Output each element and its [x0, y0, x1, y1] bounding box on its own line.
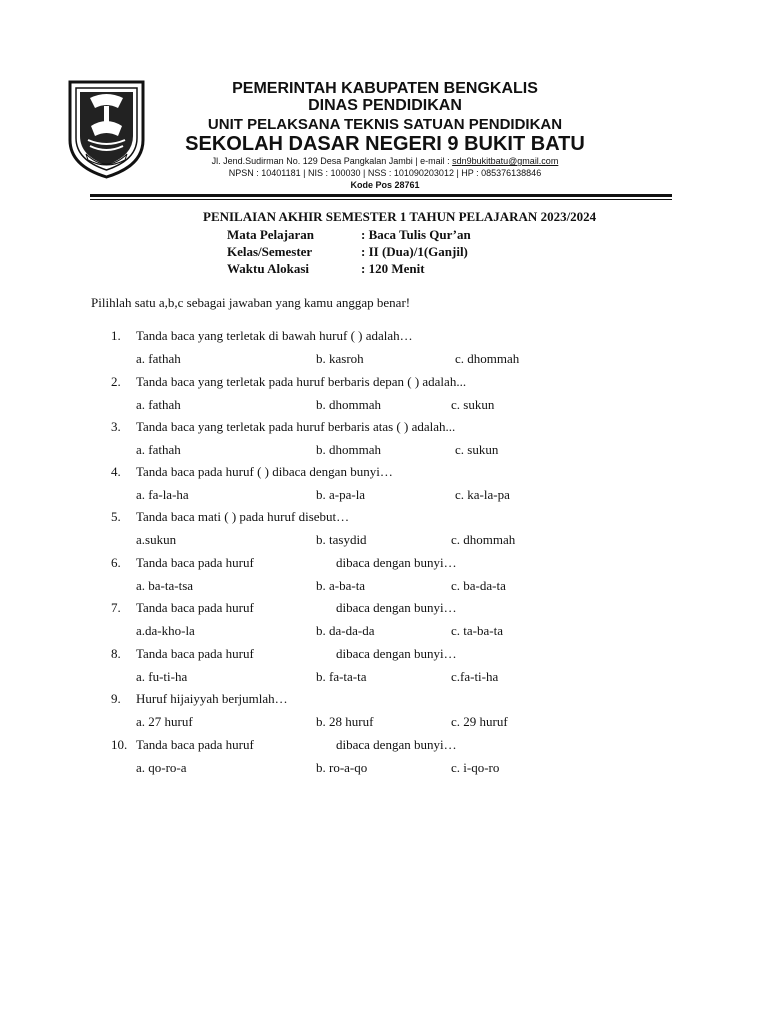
question-number: 2.: [111, 374, 121, 389]
question-text: Tanda baca mati ( ) pada huruf disebut…: [136, 509, 350, 524]
option-c: c. sukun: [451, 397, 495, 412]
header-unit: UNIT PELAKSANA TEKNIS SATUAN PENDIDIKAN: [207, 116, 563, 133]
question-number: 4.: [111, 464, 121, 479]
time-label: Waktu Alokasi: [227, 261, 310, 276]
question-number: 9.: [111, 691, 121, 706]
time-value: : 120 Menit: [361, 261, 425, 276]
email-link[interactable]: sdn9bukitbatu@gmail.com: [452, 156, 559, 166]
subject-label: Mata Pelajaran: [227, 227, 315, 242]
option-a: a. fathah: [136, 351, 181, 366]
question-number: 3.: [111, 419, 121, 434]
instruction: Pilihlah satu a,b,c sebagai jawaban yang kamu anggap benar!: [91, 295, 411, 310]
option-c: c.fa-ti-ha: [451, 669, 499, 684]
option-a: a.sukun: [136, 532, 177, 547]
question-number: 10.: [111, 737, 128, 752]
option-c: c. dhommah: [451, 532, 516, 547]
option-b: b. a-ba-ta: [316, 578, 366, 593]
bengkalis-crest-logo: [66, 78, 147, 179]
question-number: 7.: [111, 600, 121, 615]
option-b: b. tasydid: [316, 532, 367, 547]
option-b: b. a-pa-la: [316, 487, 366, 502]
option-a: a. qo-ro-a: [136, 760, 187, 775]
option-b: b. fa-ta-ta: [316, 669, 367, 684]
option-a: a. 27 huruf: [136, 714, 193, 729]
question-text: Tanda baca yang terletak pada huruf berbaris atas ( ) adalah...: [136, 419, 456, 434]
question-text: Tanda baca pada huruf: [136, 737, 254, 752]
question-text-suffix: dibaca dengan bunyi…: [336, 600, 457, 615]
header-postal-code: Kode Pos 28761: [350, 180, 420, 190]
question-number: 8.: [111, 646, 121, 661]
address-text: Jl. Jend.Sudirman No. 129 Desa Pangkalan Jambi | e-mail :: [211, 156, 453, 166]
question-text-suffix: dibaca dengan bunyi…: [336, 737, 457, 752]
question-text: Tanda baca yang terletak di bawah huruf ( ) adalah…: [136, 328, 413, 343]
exam-title: PENILAIAN AKHIR SEMESTER 1 TAHUN PELAJARAN 2023/2024: [203, 209, 597, 224]
option-a: a. fathah: [136, 442, 181, 457]
question-number: 1.: [111, 328, 121, 343]
header-divider-thick: [90, 194, 672, 197]
option-a: a. fa-la-ha: [136, 487, 189, 502]
header-ids: NPSN : 10401181 | NIS : 100030 | NSS : 101090203012 | HP : 085376138846: [228, 168, 542, 178]
option-c: c. dhommah: [455, 351, 520, 366]
question-text: Tanda baca yang terletak pada huruf berbaris depan ( ) adalah...: [136, 374, 467, 389]
question-text: Tanda baca pada huruf: [136, 555, 254, 570]
question-text: Tanda baca pada huruf: [136, 600, 254, 615]
header-school-name: SEKOLAH DASAR NEGERI 9 BUKIT BATU: [185, 133, 585, 155]
option-c: c. ka-la-pa: [455, 487, 510, 502]
option-c: c. 29 huruf: [451, 714, 508, 729]
option-b: b. da-da-da: [316, 623, 375, 638]
subject-value: : Baca Tulis Qur’an: [361, 227, 471, 242]
option-a: a.da-kho-la: [136, 623, 195, 638]
question-text-suffix: dibaca dengan bunyi…: [336, 646, 457, 661]
option-b: b. 28 huruf: [316, 714, 374, 729]
question-text: Tanda baca pada huruf ( ) dibaca dengan bunyi…: [136, 464, 393, 479]
option-c: c. sukun: [455, 442, 499, 457]
question-text: Tanda baca pada huruf: [136, 646, 254, 661]
option-b: b. dhommah: [316, 442, 381, 457]
question-text-suffix: dibaca dengan bunyi…: [336, 555, 457, 570]
question-number: 5.: [111, 509, 121, 524]
header-divider-thin: [90, 199, 672, 200]
header-department: DINAS PENDIDIKAN: [308, 97, 462, 114]
question-number: 6.: [111, 555, 121, 570]
option-c: c. i-qo-ro: [451, 760, 500, 775]
option-b: b. dhommah: [316, 397, 381, 412]
option-c: c. ta-ba-ta: [451, 623, 503, 638]
option-b: b. ro-a-qo: [316, 760, 368, 775]
header-government: PEMERINTAH KABUPATEN BENGKALIS: [232, 80, 538, 97]
option-a: a. fathah: [136, 397, 181, 412]
option-c: c. ba-da-ta: [451, 578, 506, 593]
option-b: b. kasroh: [316, 351, 364, 366]
option-a: a. fu-ti-ha: [136, 669, 188, 684]
question-text: Huruf hijaiyyah berjumlah…: [136, 691, 288, 706]
option-a: a. ba-ta-tsa: [136, 578, 194, 593]
class-value: : II (Dua)/1(Ganjil): [361, 244, 468, 259]
header-address: [150, 157, 620, 166]
class-label: Kelas/Semester: [227, 244, 313, 259]
